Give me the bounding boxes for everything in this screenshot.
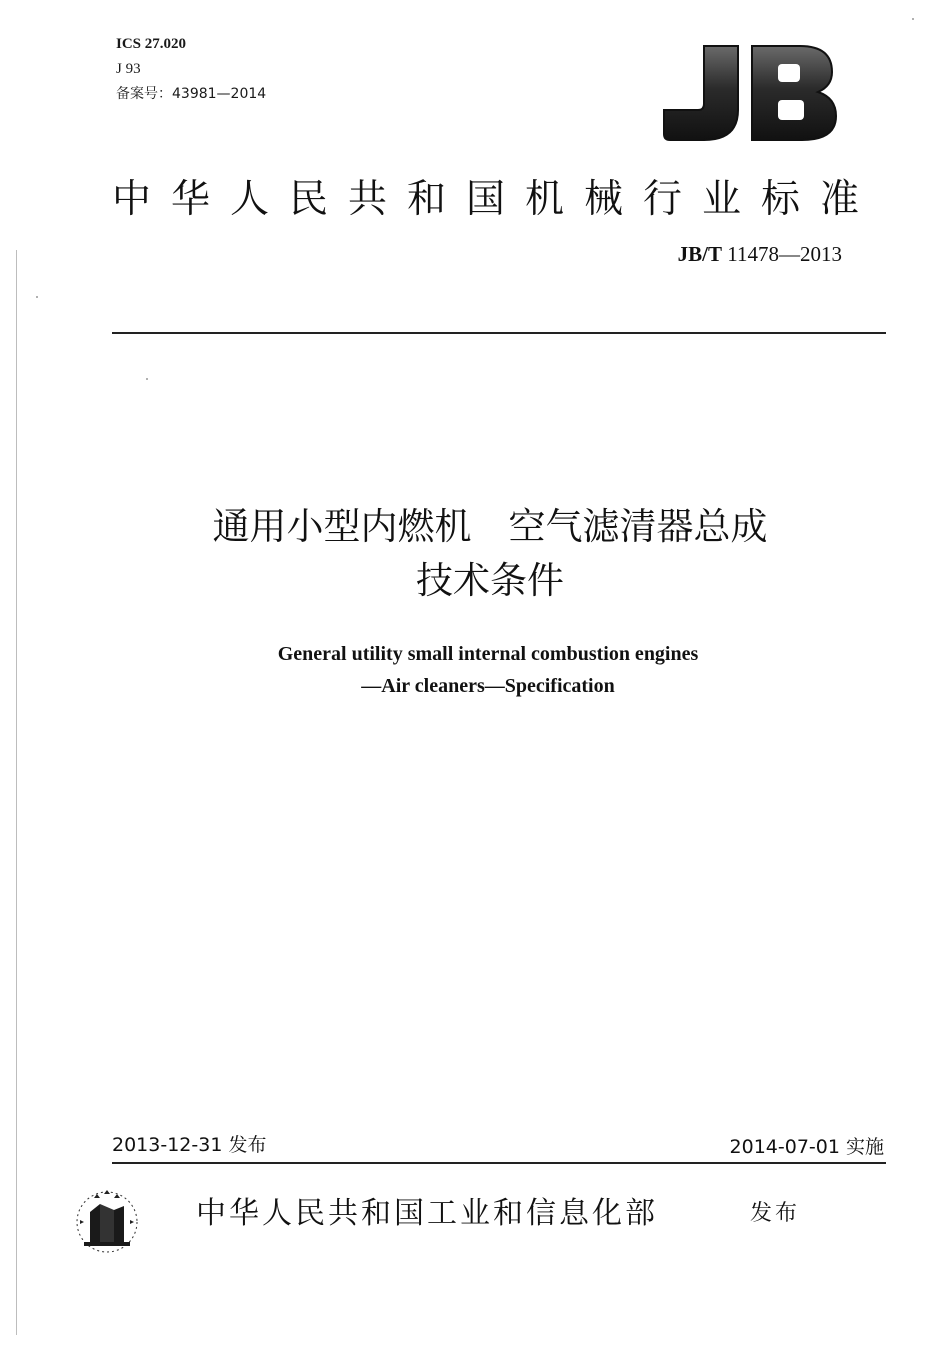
standard-category-title: 中华人民共和国机械行业标准 (112, 177, 880, 222)
scan-speck (912, 18, 914, 20)
issuing-authority: 中华人民共和国工业和信息化部 (196, 1196, 658, 1231)
issue-date: 2013-12-31 发布 (112, 1134, 267, 1156)
document-title-en-line1: General utility small internal combustion engines (277, 643, 699, 665)
standard-code-prefix: JB/T (677, 242, 723, 266)
scan-edge (16, 250, 17, 1335)
implementation-date: 2014-07-01 实施 (729, 1136, 884, 1158)
ministry-emblem-icon (70, 1186, 144, 1256)
document-title-cn-line1: 通用小型内燃机 空气滤清器总成 (212, 505, 768, 548)
header-rule (112, 332, 886, 334)
footer-rule (112, 1162, 886, 1164)
ccs-code: J 93 (116, 61, 141, 77)
standard-code-number: 11478—2013 (722, 242, 842, 266)
document-title-en-line2: —Air cleaners—Specification (361, 675, 615, 697)
jb-logo (660, 40, 840, 144)
scan-speck (36, 296, 38, 298)
issuing-authority-suffix: 发布 (750, 1201, 801, 1226)
ics-code: ICS 27.020 (116, 36, 187, 52)
document-title-cn-line2: 技术条件 (416, 559, 564, 602)
standard-code (678, 242, 842, 267)
scan-speck (146, 378, 148, 380)
document-title-cn (0, 500, 950, 608)
document-title-en (0, 638, 950, 702)
classification-block (116, 32, 266, 107)
record-number: 备案号：43981—2014 (116, 86, 267, 102)
